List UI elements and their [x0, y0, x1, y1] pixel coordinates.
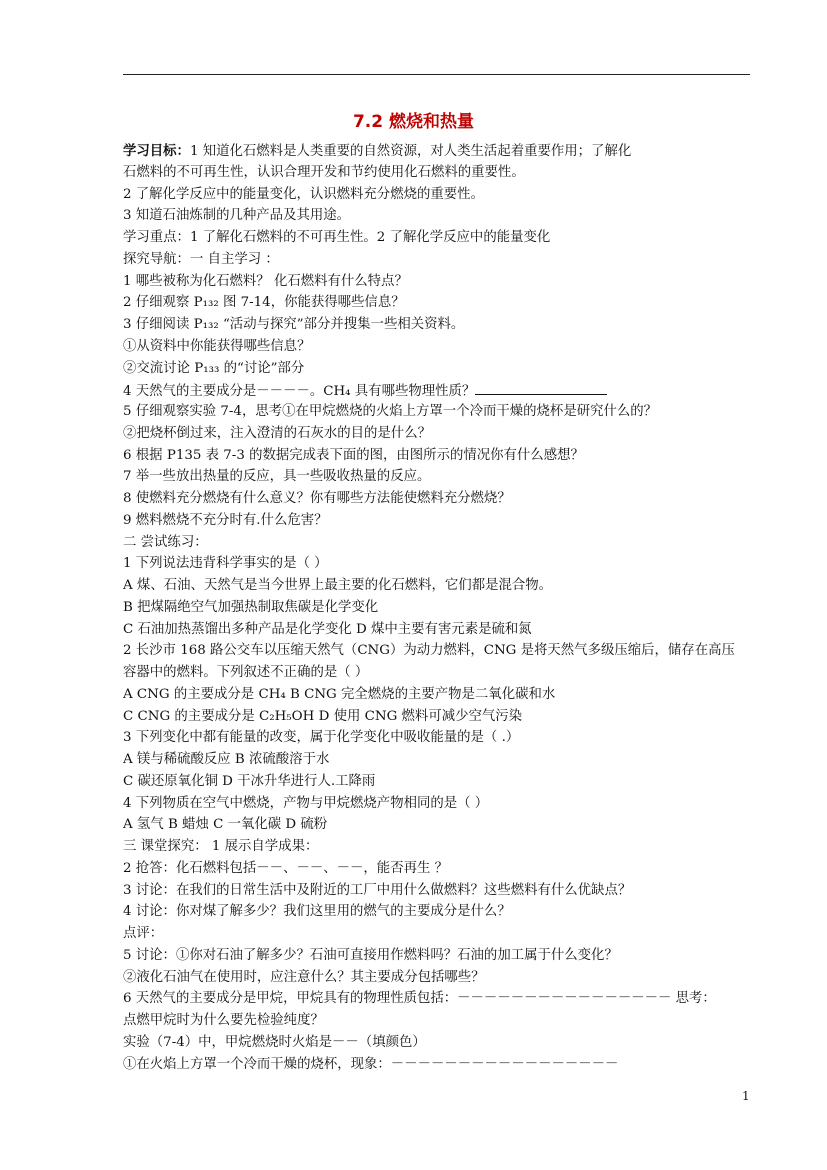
page-title: 7.2 燃烧和热量	[352, 112, 475, 132]
page-number: 1	[742, 1089, 750, 1103]
text-line	[123, 338, 753, 356]
line-text: C 石油加热蒸馏出多种产品是化学变化 D 煤中主要有害元素是硫和氮	[123, 621, 532, 637]
text-line	[123, 316, 753, 334]
text-line	[123, 969, 753, 987]
line-text: 三 课堂探究： 1 展示自学成果：	[123, 839, 319, 854]
line-text: 学习重点：1 了解化石燃料的不可再生性。2 了解化学反应中的能量变化	[123, 230, 551, 245]
text-line	[123, 1056, 753, 1074]
line-text: ②把烧杯倒过来，注入澄清的石灰水的目的是什么？	[123, 425, 431, 441]
line-text: 5 讨论：①你对石油了解多少？石油可直接用作燃料吗？石油的加工属于什么变化？	[123, 947, 618, 963]
line-text: 1 哪些被称为化石燃料？ 化石燃料有什么特点？	[123, 273, 408, 289]
line-text: 1 下列说法违背科学事实的是（ ）	[123, 556, 328, 572]
line-text: 点评：	[123, 926, 164, 941]
line-text: 3 下列变化中都有能量的改变，属于化学变化中吸收能量的是（ .）	[123, 730, 520, 746]
line-text: A CNG 的主要成分是 CH₄ B CNG 完全燃烧的主要产物是二氧化碳和水	[123, 686, 556, 702]
text-line	[123, 273, 753, 291]
line-text: A 煤、石油、天然气是当今世界上最主要的化石燃料，它们都是混合物。	[123, 578, 553, 593]
text-line	[123, 903, 753, 921]
line-text: 2 长沙市 168 路公交车以压缩天然气（CNG）为动力燃料，CNG 是将天然气多级压缩后，储存在高压	[123, 643, 735, 659]
line-text: 9 燃料燃烧不充分时有.什么危害？	[123, 512, 328, 528]
text-line	[123, 642, 753, 660]
answer-blank	[475, 381, 607, 395]
text-line	[123, 577, 753, 595]
text-line	[123, 1012, 753, 1030]
text-line	[123, 882, 753, 900]
text-line	[123, 990, 753, 1008]
header-rule	[123, 74, 750, 75]
line-text: ②液化石油气在使用时，应注意什么？其主要成分包括哪些？	[123, 969, 485, 985]
line-text: 二 尝试练习：	[123, 534, 208, 550]
text-line	[123, 947, 753, 965]
text-line	[123, 403, 753, 421]
line-text: 容器中的燃料。下列叙述不正确的是（ ）	[123, 665, 369, 680]
text-line	[123, 229, 753, 247]
text-line	[123, 773, 753, 791]
text-line	[123, 555, 753, 573]
text-line	[123, 860, 753, 878]
text-line	[123, 207, 753, 225]
text-line	[123, 251, 753, 269]
line-text: 4 天然气的主要成分是－－－－。CH₄ 具有哪些物理性质？	[123, 384, 476, 400]
line-text: 点燃甲烷时为什么要先检验纯度？	[123, 1013, 324, 1028]
line-text: C CNG 的主要成分是 C₂H₅OH D 使用 CNG 燃料可减少空气污染	[123, 708, 523, 724]
text-line	[123, 447, 753, 465]
text-line	[123, 1034, 753, 1052]
line-text: A 氢气 B 蜡烛 C 一氧化碳 D 硫粉	[123, 817, 328, 833]
line-text: 6 天然气的主要成分是甲烷，甲烷具有的物理性质包括：－－－－－－－－－－－－－－－－ 思考：	[123, 991, 716, 1007]
line-text: C 碳还原氧化铜 D 干冰升华进行人.工降雨	[123, 773, 376, 789]
text-line	[123, 838, 753, 856]
text-line	[123, 729, 753, 747]
line-text: ①从资料中你能获得哪些信息？	[123, 338, 311, 354]
line-text: 3 仔细阅读 P₁₃₂ “活动与探究”部分并搜集一些相关资料。	[123, 317, 465, 332]
line-text: 1 知道化石燃料是人类重要的自然资源，对人类生活起着重要作用；了解化	[189, 144, 632, 159]
text-line	[123, 294, 753, 312]
text-line	[123, 490, 753, 508]
line-text: 2 仔细观察 P₁₃₂ 图 7-14，你能获得哪些信息？	[123, 295, 405, 311]
line-text: B 把煤隔绝空气加强热制取焦碳是化学变化	[123, 599, 379, 615]
text-line	[123, 795, 753, 813]
text-line	[123, 381, 753, 401]
text-line	[123, 621, 753, 639]
text-line	[123, 599, 753, 617]
line-text: 2 了解化学反应中的能量变化，认识燃料充分燃烧的重要性。	[123, 186, 484, 202]
text-line	[123, 512, 753, 530]
text-line	[123, 360, 753, 378]
text-line	[123, 686, 753, 704]
line-text: 4 讨论：你对煤了解多少？我们这里用的燃气的主要成分是什么？	[123, 904, 511, 920]
text-line	[123, 425, 753, 443]
line-text: 5 仔细观察实验 7-4，思考①在甲烷燃烧的火焰上方罩一个冷而干燥的烧杯是研究什么的？	[123, 404, 658, 419]
text-line	[123, 142, 753, 161]
text-line	[123, 186, 753, 204]
line-text: 探究导航：一 自主学习 ：	[123, 251, 279, 267]
section-label: 学习目标：	[123, 143, 190, 159]
line-text: 7 举一些放出热量的反应，具一些吸收热量的反应。	[123, 469, 431, 485]
text-line	[123, 534, 753, 552]
line-text: ②交流讨论 P₁₃₃ 的“讨论”部分	[123, 360, 305, 376]
text-line	[123, 708, 753, 726]
line-text: ①在火焰上方罩一个冷而干燥的烧杯，现象：－－－－－－－－－－－－－－－－－	[123, 1056, 619, 1072]
line-text: A 镁与稀硫酸反应 B 浓硫酸溶于水	[123, 752, 330, 767]
line-text: 石燃料的不可再生性，认识合理开发和节约使用化石燃料的重要性。	[123, 164, 525, 180]
text-line	[123, 751, 753, 769]
text-line	[123, 816, 753, 834]
line-text: 4 下列物质在空气中燃烧，产物与甲烷燃烧产物相同的是（ ）	[123, 795, 489, 811]
line-text: 2 抢答：化石燃料包括－－、－－、－－，能否再生 ？	[123, 860, 449, 876]
text-line	[123, 664, 753, 682]
text-line	[123, 468, 753, 486]
line-text: 3 讨论：在我们的日常生活中及附近的工厂中用什么做燃料？这些燃料有什么优缺点？	[123, 882, 632, 898]
line-text: 实验（7-4）中，甲烷燃烧时火焰是－－（填颜色）	[123, 1034, 426, 1050]
line-text: 6 根据 P135 表 7-3 的数据完成表下面的图，由图所示的情况你有什么感想？	[123, 447, 584, 463]
line-text: 8 使燃料充分燃烧有什么意义？你有哪些方法能使燃料充分燃烧？	[123, 491, 511, 506]
line-text: 3 知道石油炼制的几种产品及其用途。	[123, 208, 351, 224]
text-line	[123, 164, 753, 182]
text-line	[123, 925, 753, 943]
